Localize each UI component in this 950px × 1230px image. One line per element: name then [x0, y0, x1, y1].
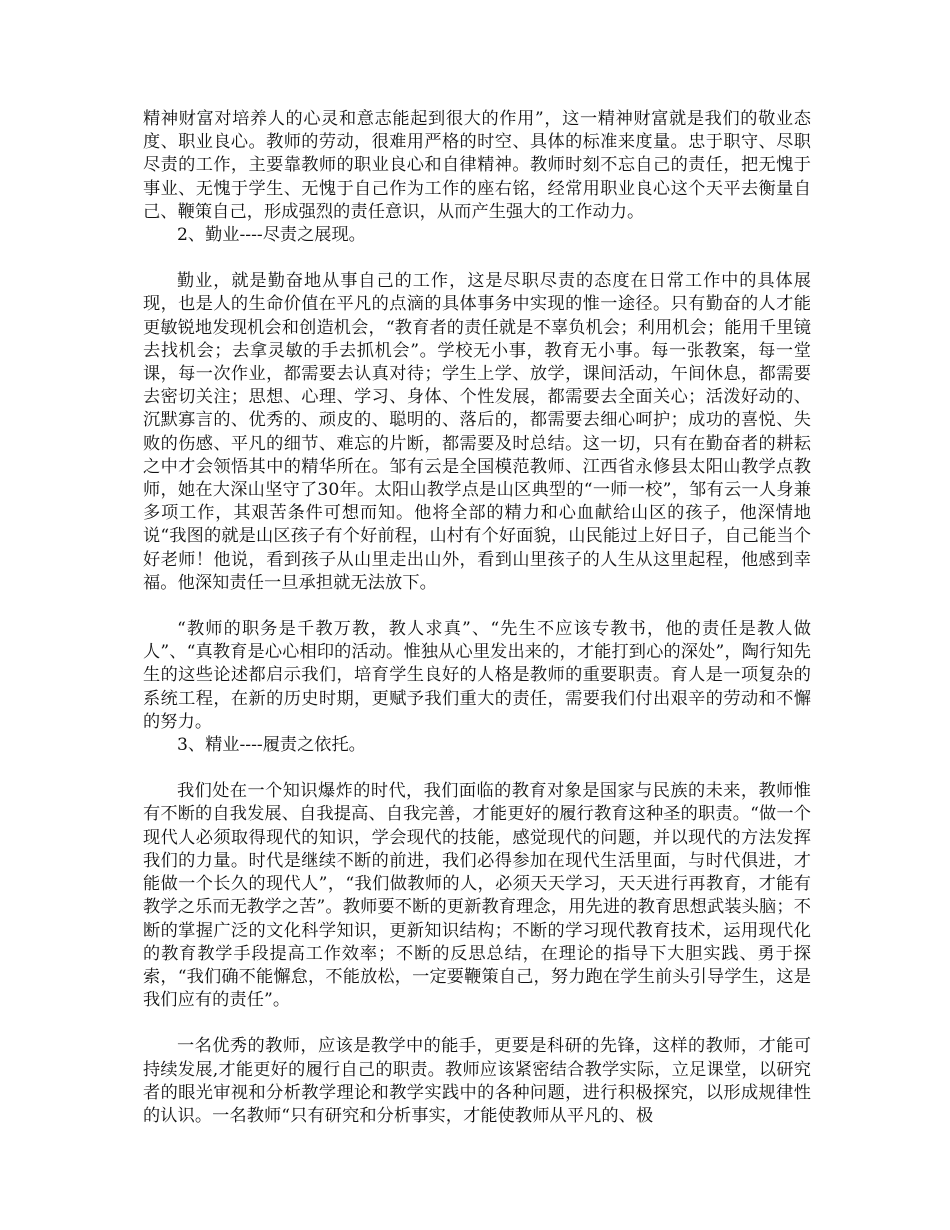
paragraph-diligence: 勤业，就是勤奋地从事自己的工作，这是尽职尽责的态度在日常工作中的具体展现，也是人的生命价值在平凡的点滴的具体事务中实现的惟一途径。只有勤奋的人才能更敏锐地发现机会和创造机会，“教育者的责任就是不辜负机会；利用机会；能用千里镜去找机会；去拿灵敏的手去抓机会”。学校无小事，教育无小事。每一张教案，每一堂课，每一次作业，都需要去认真对待；学生上学、放学，课间活动，午间休息，都需要去密切关注；思想、心理、学习、身体、个性发展，都需要去全面关心；活泼好动的、沉默寡言的、优秀的、顽皮的、聪明的、落后的，都需要去细心呵护；成功的喜悦、失败的伤感、平凡的细节、难忘的片断，都需要及时总结。这一切，只有在勤奋者的耕耘之中才会领悟其中的精华所在。邹有云是全国模范教师、江西省永修县太阳山教学点教师，她在大深山坚守了30年。太阳山教学点是山区典型的“一师一校”，邹有云一人身兼多项工作，其艰苦条件可想而知。他将全部的精力和心血献给山区的孩子，他深情地说“我图的就是山区孩子有个好前程，山村有个好面貌，山民能过上好日子，自己能当个好老师！他说，看到孩子从山里走出山外，看到山里孩子的人生从这里起程，他感到幸福。他深知责任一旦承担就无法放下。	[143, 271, 811, 593]
document-page	[143, 108, 811, 1128]
paragraph-research-teacher: 一名优秀的教师，应该是教学中的能手，更要是科研的先锋，这样的教师，才能可持续发展,才能更好的履行自己的职责。教师应该紧密结合教学实际，立足课堂，以研究者的眼光审视和分析教学理论和教学实践中的各种问题，进行积极探究，以形成规律性的认识。一名教师“只有研究和分析事实，才能使教师从平凡的、极	[143, 1036, 811, 1126]
paragraph-continuation: 精神财富对培养人的心灵和意志能起到很大的作用”，这一精神财富就是我们的敬业态度、职业良心。教师的劳动，很难用严格的时空、具体的标准来度量。忠于职守、尽职尽责的工作，主要靠教师的职业良心和自律精神。教师时刻不忘自己的责任，把无愧于事业、无愧于学生、无愧于自己作为工作的座右铭，经常用职业良心这个天平去衡量自己、鞭策自己，形成强烈的责任意识，从而产生强大的工作动力。	[143, 109, 811, 222]
paragraph-knowledge-era: 我们处在一个知识爆炸的时代，我们面临的教育对象是国家与民族的未来，教师惟有不断的自我发展、自我提高、自我完善，才能更好的履行教育这种圣的职责。“做一个现代人必须取得现代的知识，学会现代的技能，感觉现代的问题，并以现代的方法发挥我们的力量。时代是继续不断的前进，我们必得参加在现代生活里面，与时代俱进，才能做一个长久的现代人”，“我们做教师的人，必须天天学习，天天进行再教育，才能有教学之乐而无教学之苦”。教师要不断的更新教育理念，用先进的教育思想武装头脑；不断的掌握广泛的文化科学知识，更新知识结构；不断的学习现代教育技术，运用现代化的教育教学手段提高工作效率；不断的反思总结，在理论的指导下大胆实践、勇于探索，“我们确不能懈怠，不能放松，一定要鞭策自己，努力跑在学生前头引导学生，这是我们应有的责任”。	[143, 781, 811, 1011]
section-heading-diligence: 2、勤业----尽责之展现。	[177, 225, 366, 246]
section-heading-excellence: 3、精业----履责之依托。	[177, 735, 366, 756]
paragraph-tao-xingzhi: “教师的职务是千教万教，教人求真”、“先生不应该专教书，他的责任是教人做人”、“真教育是心心相印的活动。惟独从心里发出来的，才能打到心的深处”，陶行知先生的这些论述都启示我们，培育学生良好的人格是教师的重要职责。育人是一项复杂的系统工程，在新的历史时期，更赋予我们重大的责任，需要我们付出艰辛的劳动和不懈的努力。	[143, 619, 811, 732]
